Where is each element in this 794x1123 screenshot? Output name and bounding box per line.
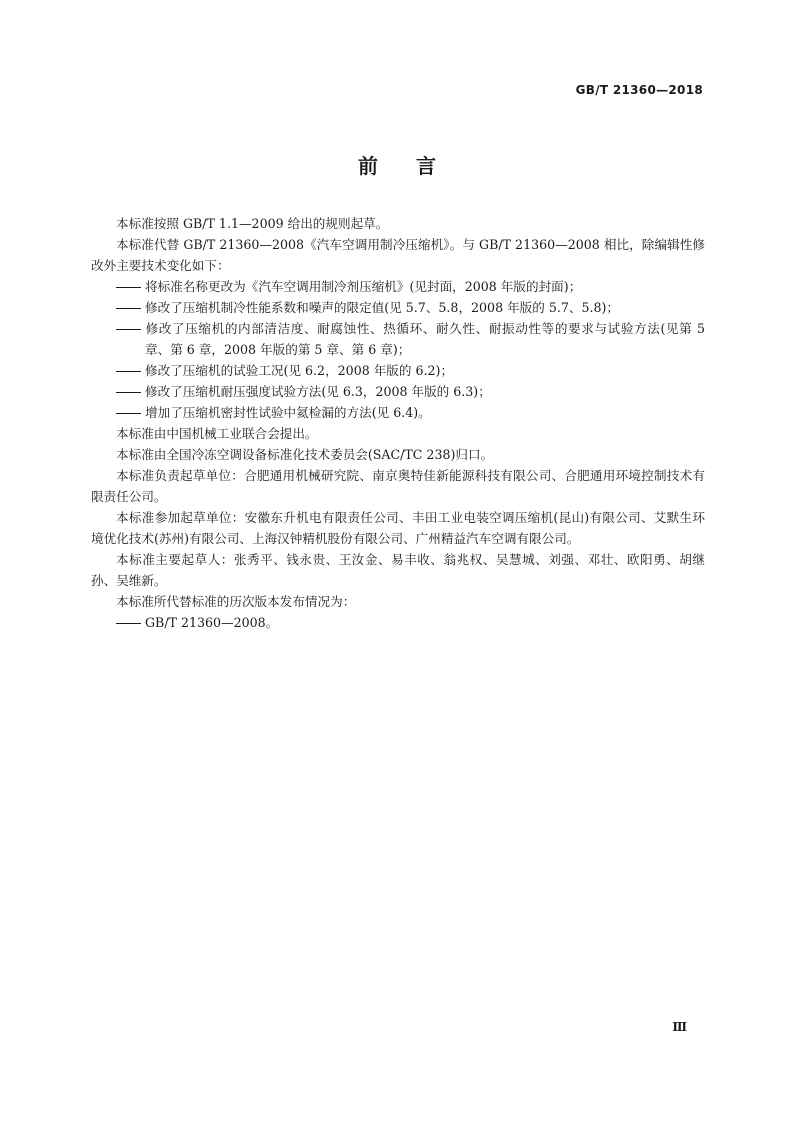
list-item bbox=[91, 612, 705, 633]
paragraph-lead-drafters: 本标准负责起草单位：合肥通用机械研究院、南京奥特佳新能源科技有限公司、合肥通用环境控制技术有限责任公司。 bbox=[91, 468, 705, 504]
list-item bbox=[91, 360, 705, 381]
list-item bbox=[91, 276, 705, 297]
list-item bbox=[91, 318, 705, 360]
list-item bbox=[91, 381, 705, 402]
paragraph-replacement: 本标准代替 GB/T 21360—2008《汽车空调用制冷压缩机》。与 GB/T 21360—2008 相比，除编辑性修改外主要技术变化如下： bbox=[91, 237, 705, 273]
document-body bbox=[91, 213, 705, 633]
dash-bullet-icon bbox=[116, 381, 145, 402]
dash-bullet-icon bbox=[116, 360, 145, 381]
dash-bullet-icon bbox=[116, 276, 145, 297]
paragraph-proposer: 本标准由中国机械工业联合会提出。 bbox=[116, 426, 318, 441]
paragraph-drafting-rules: 本标准按照 GB/T 1.1—2009 给出的规则起草。 bbox=[116, 216, 389, 231]
list-item bbox=[91, 297, 705, 318]
page-number: Ⅲ bbox=[672, 1020, 687, 1034]
paragraph-participating-drafters: 本标准参加起草单位：安徽东升机电有限责任公司、丰田工业电装空调压缩机(昆山)有限公司、艾默生环境优化技术(苏州)有限公司、上海汉钟精机股份有限公司、广州精益汽车空调有限公司。 bbox=[91, 510, 705, 546]
list-item-text: GB/T 21360—2008。 bbox=[145, 615, 279, 630]
list-item-text: 修改了压缩机制冷性能系数和噪声的限定值(见 5.7、5.8，2008 年版的 5.7、5.8)； bbox=[145, 300, 620, 315]
page-title: 前言 bbox=[358, 154, 474, 178]
dash-bullet-icon bbox=[116, 612, 145, 633]
dash-bullet-icon bbox=[116, 297, 145, 318]
paragraph-version-history: 本标准所代替标准的历次版本发布情况为： bbox=[116, 594, 356, 609]
list-item-text: 增加了压缩机密封性试验中氦检漏的方法(见 6.4)。 bbox=[145, 405, 431, 420]
list-item-text: 将标准名称更改为《汽车空调用制冷剂压缩机》(见封面，2008 年版的封面)； bbox=[145, 279, 582, 294]
standard-code-header: GB/T 21360—2018 bbox=[575, 83, 703, 97]
dash-bullet-icon bbox=[116, 402, 145, 423]
list-item-text: 修改了压缩机耐压强度试验方法(见 6.3，2008 年版的 6.3)； bbox=[145, 384, 491, 399]
list-item-text: 修改了压缩机的内部清洁度、耐腐蚀性、热循环、耐久性、耐振动性等的要求与试验方法(见第 5 章、第 6 章，2008 年版的第 5 章、第 6 章)； bbox=[145, 321, 705, 357]
list-item bbox=[91, 402, 705, 423]
paragraph-committee: 本标准由全国冷冻空调设备标准化技术委员会(SAC/TC 238)归口。 bbox=[116, 447, 494, 462]
paragraph-main-authors: 本标准主要起草人：张秀平、钱永贵、王汝金、易丰收、翁兆权、吴慧城、刘强、邓壮、欧阳勇、胡继孙、吴维新。 bbox=[91, 552, 705, 588]
dash-bullet-icon bbox=[116, 318, 145, 339]
list-item-text: 修改了压缩机的试验工况(见 6.2，2008 年版的 6.2)； bbox=[145, 363, 454, 378]
